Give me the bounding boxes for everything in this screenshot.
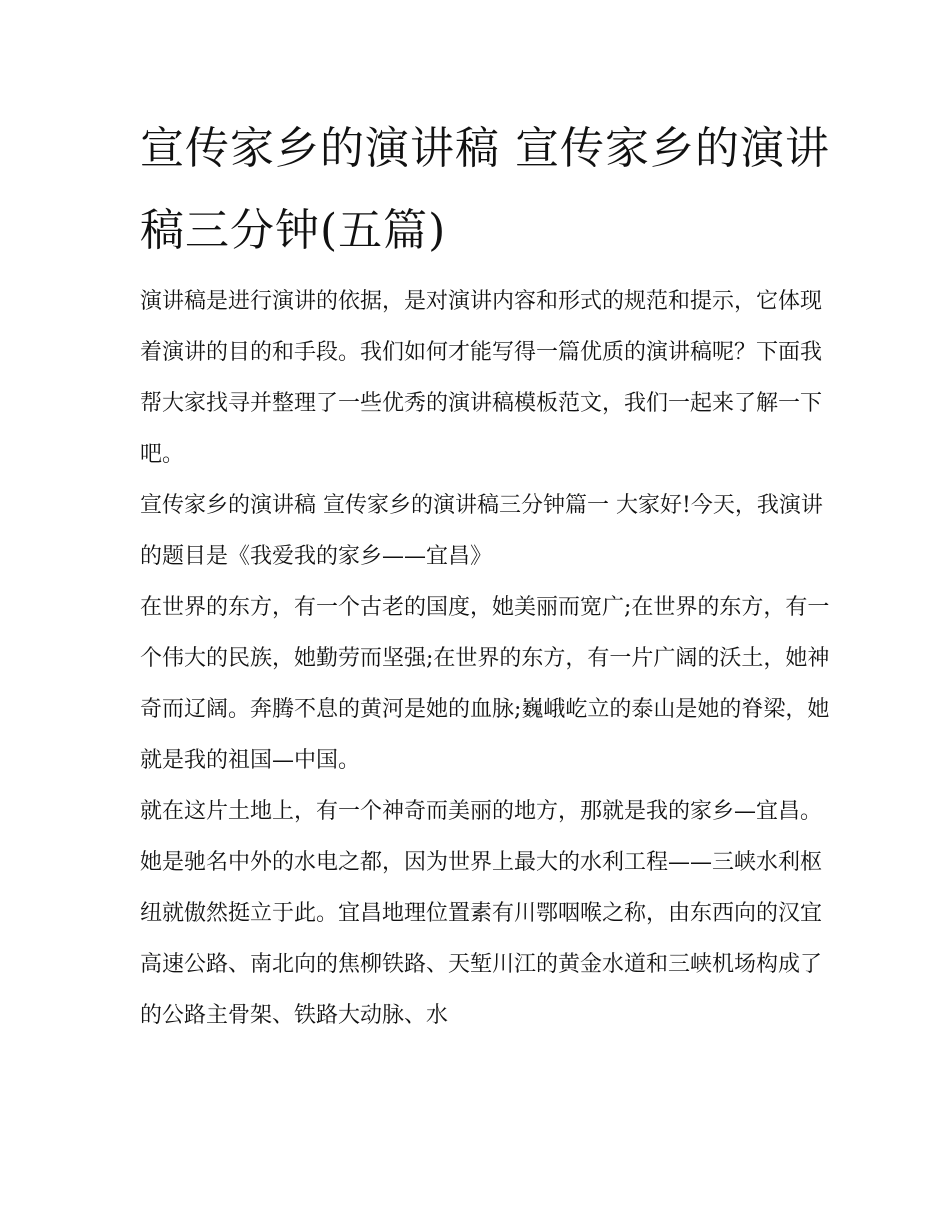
paragraph-motherland: 在世界的东方，有一个古老的国度，她美丽而宽广;在世界的东方，有一个伟大的民族，她勤劳而坚强;在世界的东方，有一片广阔的沃土，她神奇而辽阔。奔腾不息的黄河是她的血脉;巍峨屹立的泰山是她的脊梁，她就是我的祖国—中国。: [140, 595, 830, 773]
document-body: [140, 276, 830, 1041]
paragraph-yichang: 她是驰名中外的水电之都，因为世界上最大的水利工程——三峡水利枢纽就傲然挺立于此。宜昌地理位置素有川鄂咽喉之称，由东西向的汉宜高速公路、南北向的焦柳铁路、天堑川江的黄金水道和三峡机场构成了的公路主骨架、铁路大动脉、水: [140, 850, 823, 1028]
document-title: 宣传家乡的演讲稿 宣传家乡的演讲稿三分钟(五篇): [140, 123, 830, 256]
paragraph-intro: 演讲稿是进行演讲的依据，是对演讲内容和形式的规范和提示，它体现着演讲的目的和手段。我们如何才能写得一篇优质的演讲稿呢？下面我帮大家找寻并整理了一些优秀的演讲稿模板范文，我们一起来了解一下吧。: [140, 289, 823, 467]
paragraph-greeting: 宣传家乡的演讲稿 宣传家乡的演讲稿三分钟篇一 大家好!今天，我演讲的题目是《我爱我的家乡——宜昌》: [140, 493, 823, 569]
paragraph-hometown: 就在这片土地上，有一个神奇而美丽的地方，那就是我的家乡—宜昌。: [140, 799, 823, 824]
